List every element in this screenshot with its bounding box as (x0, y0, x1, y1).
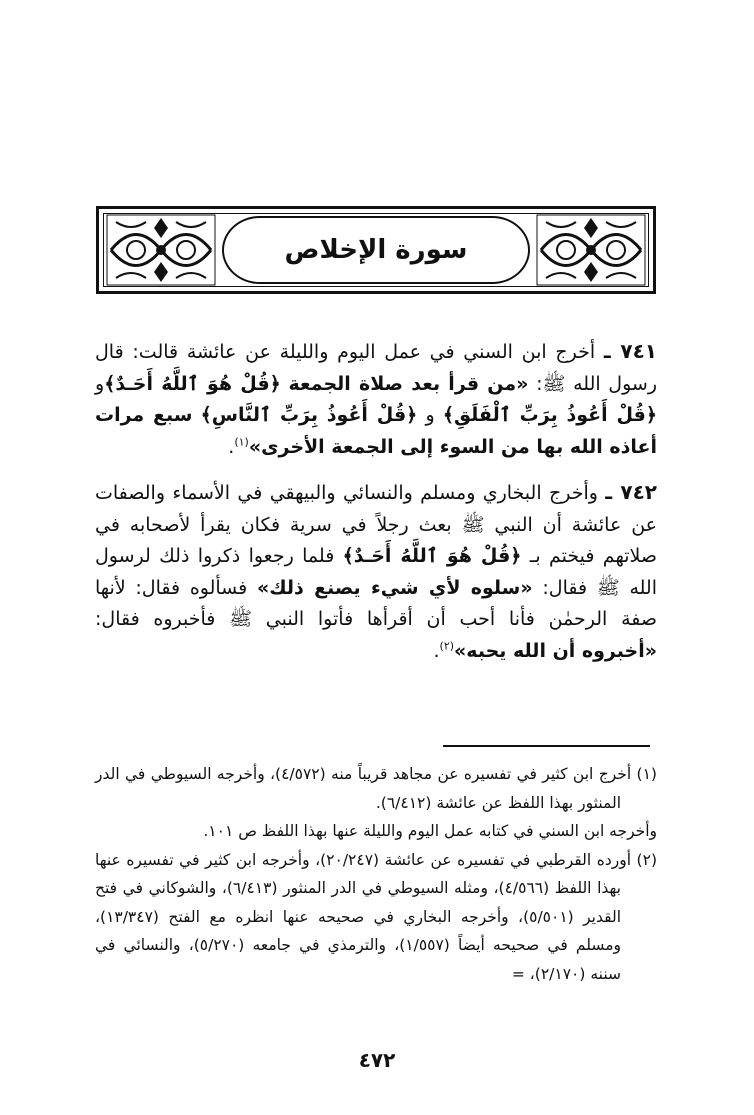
footnote-1 (95, 760, 657, 817)
footnote-ref[interactable]: (١) (234, 435, 249, 449)
hadith-text: وأخرج البخاري ومسلم والنسائي والبيهقي في الأسماء والصفات عن عائشة أن النبي ﷺ بعث رجلاً في سرية فكان يقرأ لأصحابه في صلاتهم فيختم بـ (95, 482, 657, 567)
hadith-text: فلما رجعوا ذكروا ذلك لرسول الله ﷺ فقال: (95, 545, 657, 599)
footnote-text: أخرج ابن كثير في تفسيره عن مجاهد قريباً منه (٤/٥٧٢)، وأخرجه السيوطي في الدر المنثور بهذا اللفظ عن عائشة (٦/٤١٢). (95, 765, 632, 812)
main-text (95, 336, 657, 667)
surah-title: سورة الإخلاص (284, 235, 468, 265)
conjunction: و (425, 404, 435, 426)
arabesque-ornament-left (106, 214, 216, 286)
prophetic-quote: «أخبروه أن الله يحبه» (454, 639, 657, 662)
prophetic-quote: «من قرأ بعد صلاة الجمعة (288, 372, 529, 395)
surah-header-banner (96, 206, 656, 294)
banner-frame (103, 213, 649, 287)
hadith-text: فسألوه فقال: لأنها صفة الرحمٰن فأنا أحب أن أقرأها فأتوا النبي ﷺ فأخبروه فقال: (95, 576, 657, 630)
footnote-label: (١) (636, 765, 657, 783)
sentence-end: . (228, 435, 235, 458)
footnote-separator (443, 745, 650, 747)
footnote-1-continuation (95, 817, 657, 846)
hadith-text: أخرج ابن السني في عمل اليوم والليلة عن عائشة قالت: قال رسول الله ﷺ: (95, 341, 657, 395)
sentence-end: . (433, 639, 440, 662)
quran-verse: ﴿قُلْ أَعُوذُ بِرَبِّ ٱلْفَلَقِ﴾ (442, 404, 657, 426)
conjunction: و (95, 372, 105, 395)
footnotes (95, 760, 657, 988)
title-cartouche (222, 216, 530, 284)
footnote-ref[interactable]: (٢) (439, 639, 455, 653)
quran-verse: ﴿قُلْ أَعُوذُ بِرَبِّ ٱلنَّاسِ﴾ (200, 404, 418, 426)
hadith-number: ٧٤١ ـ (603, 339, 657, 363)
arabesque-ornament-right (536, 214, 646, 286)
page-number: ٤٧٢ (358, 1048, 396, 1072)
footnote-2 (95, 846, 657, 989)
hadith-742 (95, 477, 657, 667)
prophetic-quote: «سلوه لأي شيء يصنع ذلك» (256, 576, 533, 599)
footnote-label: (٢) (636, 850, 657, 869)
quran-verse: ﴿قُلْ هُوَ ٱللَّهُ أَحَـدٌ﴾ (104, 372, 281, 395)
footnote-text: أورده القرطبي في تفسيره عن عائشة (٢٠/٢٤٧)، وأخرجه ابن كثير في تفسيره عنها بهذا اللفظ (٤/٥٦٦)، ومثله السيوطي في الدر المنثور (٦/٤١٣)، والشوكاني في فتح القدير (٥/٥٠١)، وأخرجه البخاري في صحيحه عنها انظره مع الفتح (١٣/٣٤٧)، ومسلم في صحيحه أيضاً (١/٥٥٧)، والترمذي في جامعه (٥/٢٧٠)، والنسائي في سننه (٢/١٧٠)، = (95, 850, 632, 983)
prophetic-quote: سبع مرات أعاذه الله بها من السوء إلى الجمعة الأخرى» (95, 404, 657, 458)
footnote-text: وأخرجه ابن السني في كتابه عمل اليوم والليلة عنها بهذا اللفظ ص ١٠١. (203, 822, 657, 840)
hadith-741 (95, 336, 657, 463)
quran-verse: ﴿قُلْ هُوَ ٱللَّهُ أَحَـدٌ﴾ (342, 545, 522, 567)
hadith-number: ٧٤٢ ـ (605, 480, 657, 504)
